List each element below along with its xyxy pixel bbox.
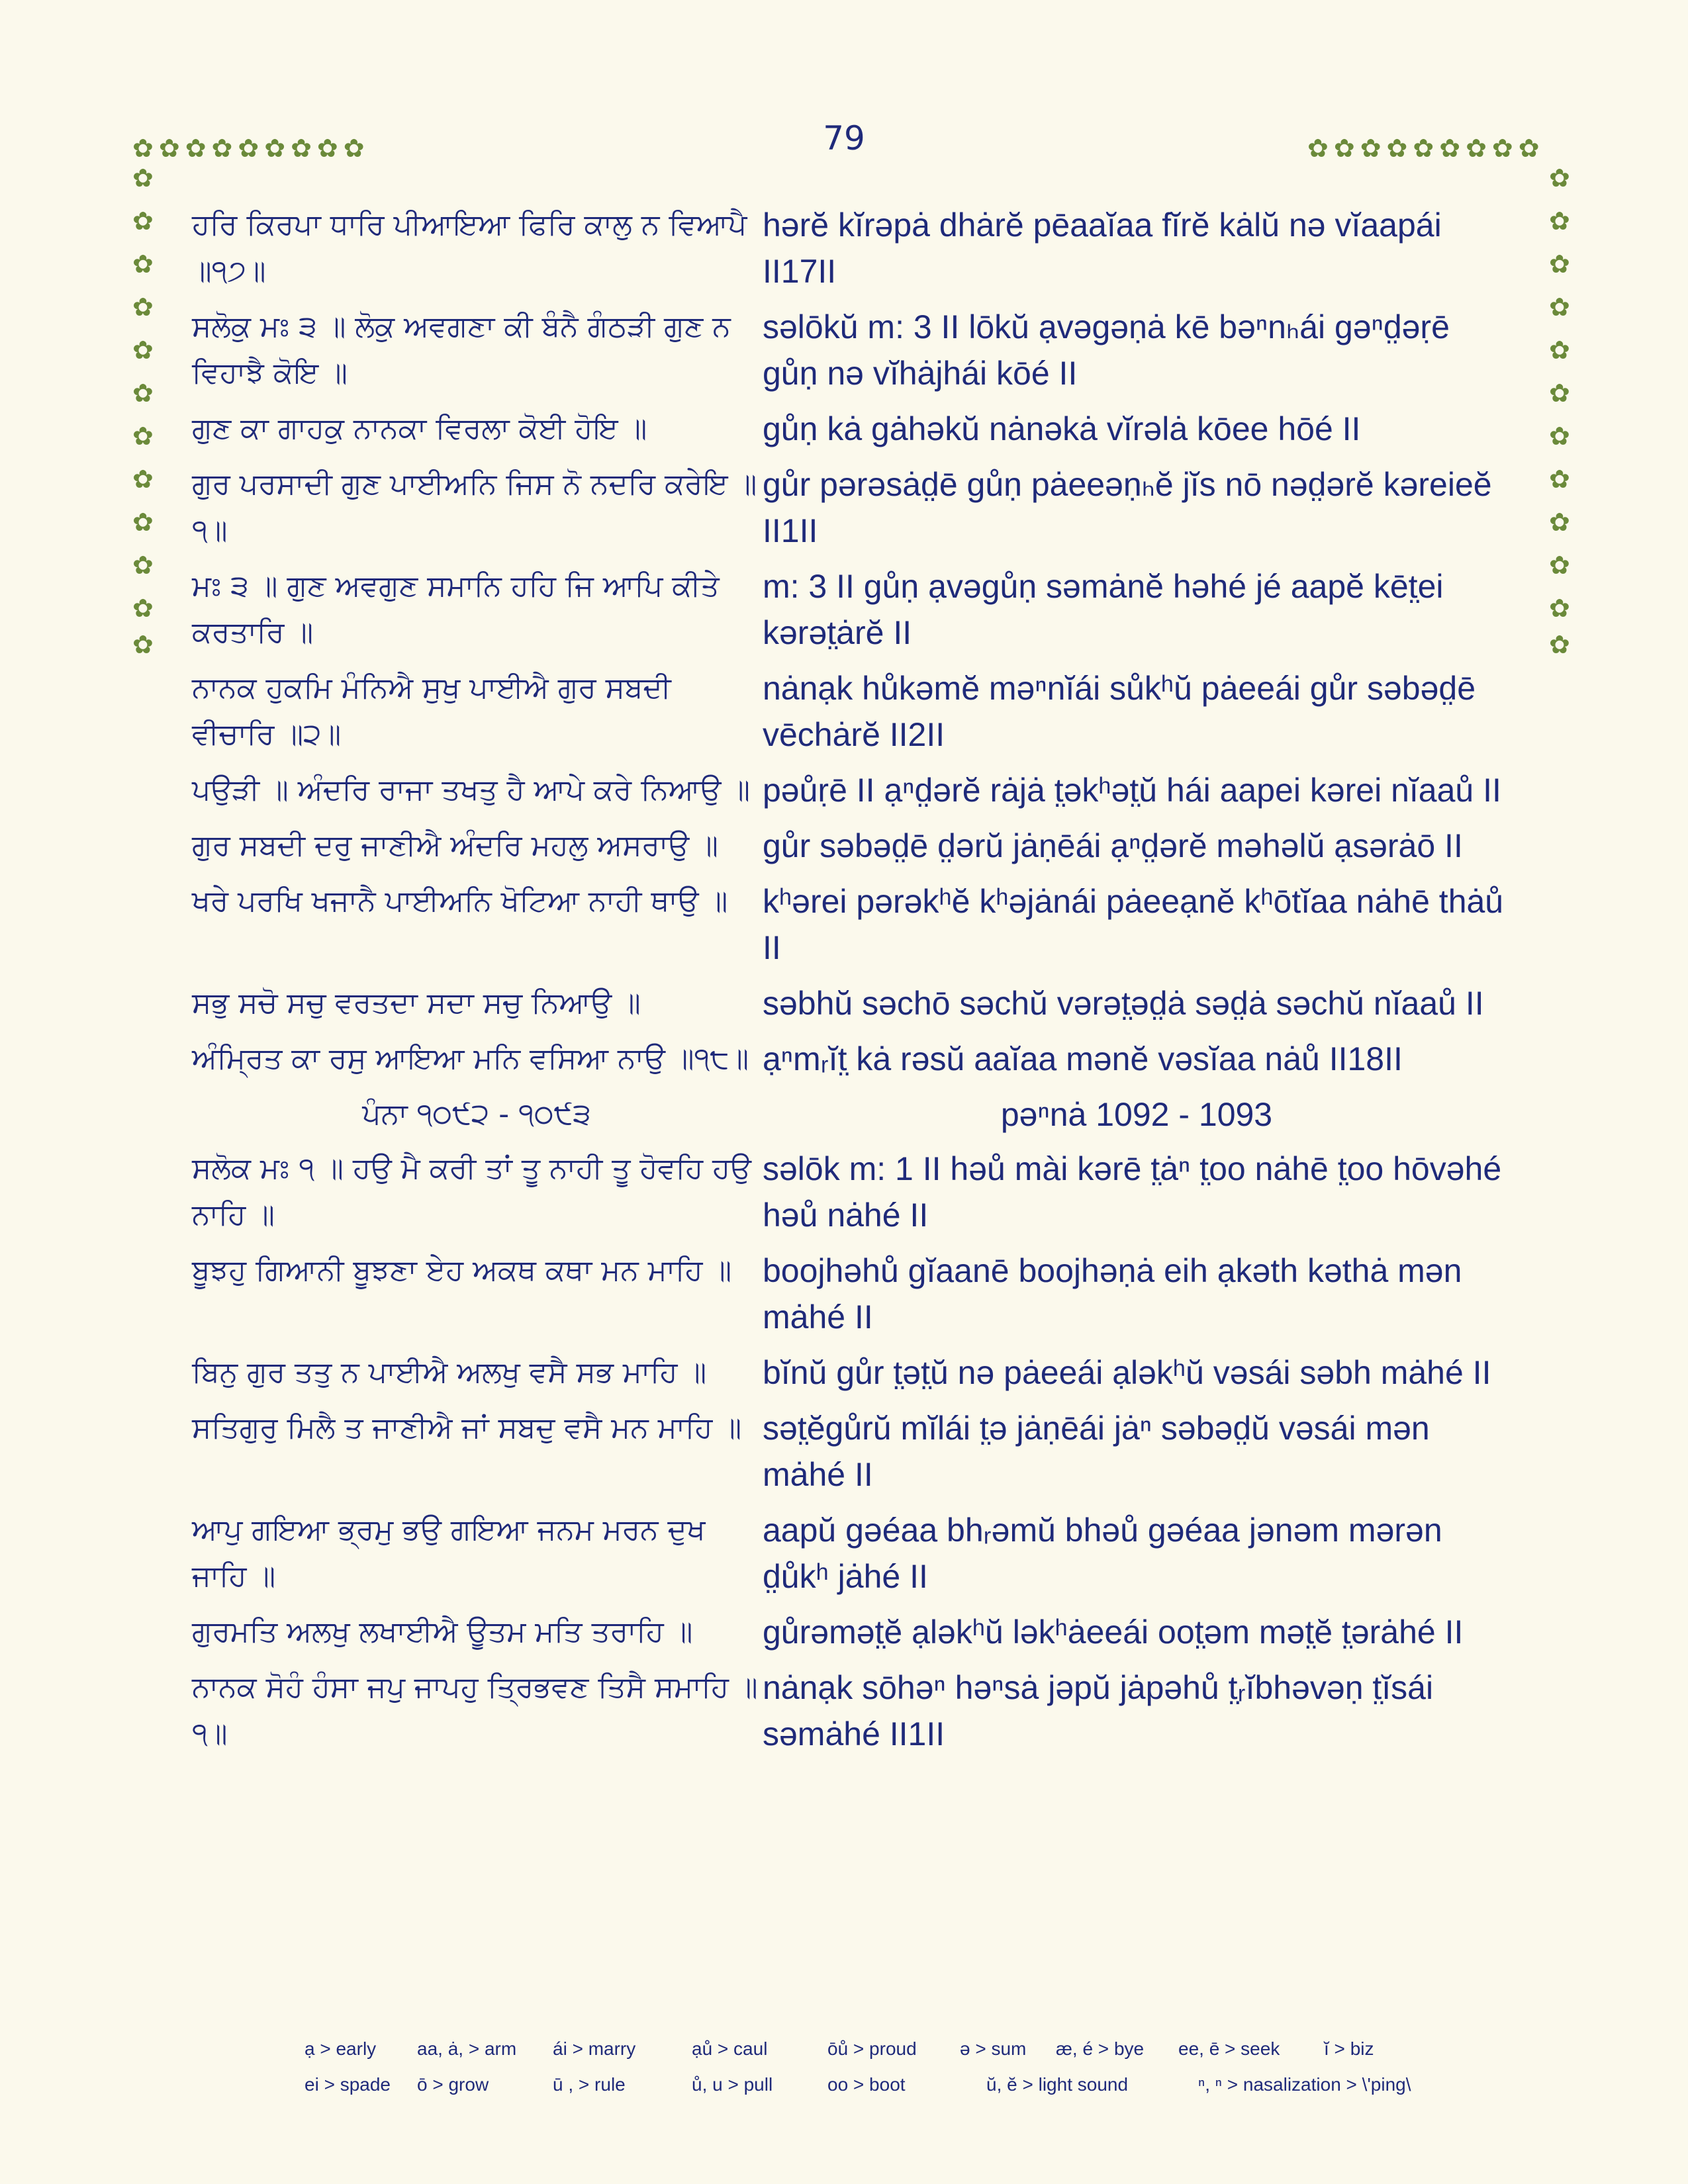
legend-item: ō > grow [417,2074,489,2095]
transliteration-text: gůṇ kȧ gȧhəkŭ nȧnəkȧ vĭrəlȧ kōee hōé II [763,410,1361,447]
page-number: 79 [823,119,865,158]
flower-icon: ✿ [1518,134,1540,163]
flower-icon: ✿ [1549,379,1570,408]
pronunciation-legend [305,2038,1496,2110]
gurmukhi-text: ਸਭੁ ਸਚੋ ਸਚੁ ਵਰਤਦਾ ਸਦਾ ਸਚੁ ਨਿਆਉ ॥ [192,986,641,1020]
flower-icon: ✿ [185,134,207,163]
transliteration-text: gůrəmət̤ĕ ạləkʰŭ ləkʰȧeeái oot̤əm mət̤ĕ t̤ərȧhé II [763,1614,1464,1651]
transliteration-text: səlōkŭ m: 3 II lōkŭ ạvəgəṇȧ kē bəⁿnₕái gəⁿd̤əṛē gůṇ nə vĭhȧjhái kōé II [763,308,1450,392]
gurmukhi-text: ਬਿਨੁ ਗੁਰ ਤਤੁ ਨ ਪਾਈਐ ਅਲਖੁ ਵਸੈ ਸਭ ਮਾਹਿ ॥ [192,1355,707,1389]
gurmukhi-text: ਗੁਰ ਪਰਸਾਦੀ ਗੁਣ ਪਾਈਅਨਿ ਜਿਸ ਨੋ ਨਦਰਿ ਕਰੇਇ ॥੧॥ [192,467,757,547]
verse-row [192,980,1516,1026]
transliteration-text: nȧnạk hůkəmĕ məⁿnĭái sůkʰŭ pȧeeái gůr səbəd̤ē vēchȧrĕ II2II [763,670,1476,753]
legend-item: ái > marry [553,2038,636,2059]
gurmukhi-text: ਮਃ ੩ ॥ ਗੁਣ ਅਵਗੁਣ ਸਮਾਨਿ ਹਹਿ ਜਿ ਆਪਿ ਕੀਤੇ ਕਰਤਾਰਿ ॥ [192,569,720,649]
verse-row [192,1146,1516,1238]
transliteration-text: gůr pərəsȧd̤ē gůṇ pȧeeəṇₕĕ jĭs nō nəd̤ərĕ kəreieĕ II1II [763,466,1492,549]
flower-icon: ✿ [132,422,154,451]
transliteration-text: aapŭ gəéaa bhᵣəmŭ bhəů gəéaa jənəm mərən d̤ůkʰ jȧhé II [763,1512,1442,1595]
flower-icon: ✿ [132,594,154,623]
flower-icon: ✿ [132,163,154,193]
flower-icon: ✿ [158,134,180,163]
verse-row [192,1349,1516,1396]
flower-icon: ✿ [132,465,154,494]
flower-icon: ✿ [132,508,154,537]
gurmukhi-text: ਗੁਰ ਸਬਦੀ ਦਰੁ ਜਾਣੀਐ ਅੰਦਰਿ ਮਹਲੁ ਅਸਰਾਉ ॥ [192,829,718,862]
legend-item: aa, ȧ, > arm [417,2038,517,2059]
gurmukhi-text: ਸਲੋਕ ਮਃ ੧ ॥ ਹਉ ਮੈ ਕਰੀ ਤਾਂ ਤੂ ਨਾਹੀ ਤੂ ਹੋਵਹਿ ਹਉ ਨਾਹਿ ॥ [192,1152,751,1232]
page-range-translit: pəⁿnȧ 1092 - 1093 [1000,1096,1273,1133]
verse-row [192,1507,1516,1600]
flower-icon: ✿ [1491,134,1513,163]
flower-icon: ✿ [291,134,312,163]
gurmukhi-text: ਅੰਮ੍ਰਿਤ ਕਾ ਰਸੁ ਆਇਆ ਮਨਿ ਵਸਿਆ ਨਾਉ ॥੧੮॥ [192,1042,749,1075]
flower-icon: ✿ [132,551,154,580]
flower-icon: ✿ [1466,134,1487,163]
transliteration-text: hərĕ kĭrəpȧ dhȧrĕ pēaaĭaa fĭrĕ kȧlŭ nə vĭaapái II17II [763,206,1442,290]
verse-row [192,461,1516,554]
flower-icon: ✿ [343,134,365,163]
gurmukhi-text: ਨਾਨਕ ਹੁਕਮਿ ਮੰਨਿਐ ਸੁਖੁ ਪਾਈਐ ਗੁਰ ਸਬਦੀ ਵੀਚਾਰਿ ॥੨॥ [192,671,671,751]
gurmukhi-text: ਗੁਣ ਕਾ ਗਾਹਕੁ ਨਾਨਕਾ ਵਿਰਲਾ ਕੋਈ ਹੋਇ ॥ [192,412,647,445]
flower-icon: ✿ [1549,206,1570,236]
legend-item: ə > sum [960,2038,1027,2059]
flower-icon: ✿ [132,630,154,659]
flower-icon: ✿ [132,379,154,408]
verse-row [192,1664,1516,1757]
flower-icon: ✿ [1439,134,1461,163]
transliteration-text: pəůṛē II ạⁿd̤ərĕ rȧjȧ t̤əkʰət̤ŭ hái aapei kərei nĭaaů II [763,772,1501,809]
verse-row [192,767,1516,813]
transliteration-text: m: 3 II gůṇ ạvəgůṇ səmȧnĕ həhé jé aapĕ kēt̤ei kərət̤ȧrĕ II [763,568,1444,651]
flower-icon: ✿ [1386,134,1408,163]
verse-row [192,406,1516,452]
transliteration-text: boojhəhů gĭaanē boojhəṇȧ eih ạkəth kəthȧ mən mȧhé II [763,1252,1462,1336]
legend-item: ĭ > biz [1324,2038,1374,2059]
page-range-gurmukhi: ਪੰਨਾ ੧੦੯੨ - ੧੦੯੩ [362,1097,591,1131]
flower-icon: ✿ [1307,134,1329,163]
gurmukhi-text: ਹਰਿ ਕਿਰਪਾ ਧਾਰਿ ਪੀਆਇਆ ਫਿਰਿ ਕਾਲੁ ਨ ਵਿਆਪੈ ॥੧੭॥ [192,208,747,288]
legend-item: ei > spade [305,2074,391,2095]
gurmukhi-text: ਪਉੜੀ ॥ ਅੰਦਰਿ ਰਾਜਾ ਤਖਤੁ ਹੈ ਆਪੇ ਕਰੇ ਨਿਆਉ ॥ [192,773,751,807]
flower-icon: ✿ [132,293,154,322]
gurmukhi-text: ਨਾਨਕ ਸੋਹੰ ਹੰਸਾ ਜਪੁ ਜਾਪਹੁ ਤ੍ਰਿਭਵਣ ਤਿਸੈ ਸਮਾਹਿ ॥੧॥ [192,1670,758,1751]
flower-icon: ✿ [1549,422,1570,451]
legend-item: oo > boot [827,2074,906,2095]
flower-icon: ✿ [1549,594,1570,623]
legend-row [305,2074,1496,2095]
gurmukhi-text: ਗੁਰਮਤਿ ਅਲਖੁ ਲਖਾਈਐ ਊਤਮ ਮਤਿ ਤਰਾਹਿ ॥ [192,1615,693,1649]
transliteration-text: gůr səbəd̤ē d̤ərŭ jȧṇēái ạⁿd̤ərĕ məhəlŭ ạsərȧō II [763,827,1463,864]
transliteration-text: kʰərei pərəkʰĕ kʰəjȧnái pȧeeạnĕ kʰōtĭaa nȧhē thȧů II [763,883,1504,966]
flower-icon: ✿ [132,250,154,279]
flower-icon: ✿ [1549,630,1570,659]
flower-icon: ✿ [132,134,154,163]
gurmukhi-text: ਸਲੋਕੁ ਮਃ ੩ ॥ ਲੋਕੁ ਅਵਗਣਾ ਕੀ ਬੰਨੈ ਗੰਠੜੀ ਗੁਣ ਨ ਵਿਹਾਝੈ ਕੋਇ ॥ [192,310,731,390]
gurmukhi-text: ਬੂਝਹੁ ਗਿਆਨੀ ਬੂਝਣਾ ਏਹ ਅਕਥ ਕਥਾ ਮਨ ਮਾਹਿ ॥ [192,1253,732,1287]
verse-row [192,1609,1516,1655]
verse-row [192,823,1516,869]
flower-icon: ✿ [132,336,154,365]
top-right-ornament [1307,136,1540,161]
flower-icon: ✿ [1549,250,1570,279]
transliteration-text: ạⁿmᵣĭt̤ kȧ rəsŭ aaĭaa mənĕ vəsĭaa nȧů II18II [763,1040,1403,1077]
flower-icon: ✿ [211,134,233,163]
legend-item: ⁿ, ⁿ > nasalization > \'ping\ [1198,2074,1411,2095]
flower-icon: ✿ [264,134,286,163]
verse-row [192,1036,1516,1082]
flower-icon: ✿ [132,206,154,236]
top-left-ornament [132,136,365,161]
flower-icon: ✿ [316,134,338,163]
flower-icon: ✿ [1549,465,1570,494]
transliteration-text: səbhŭ səchō səchŭ vərət̤əd̤ȧ səd̤ȧ səchŭ nĭaaů II [763,985,1484,1022]
verse-table [192,202,1516,1766]
flower-icon: ✿ [1413,134,1434,163]
verse-row [192,202,1516,295]
legend-item: ŭ, ĕ > light sound [986,2074,1129,2095]
legend-item: ōů > proud [827,2038,917,2059]
flower-icon: ✿ [1549,508,1570,537]
legend-item: æ, é > bye [1056,2038,1145,2059]
transliteration-text: bĭnŭ gůr t̤ət̤ŭ nə pȧeeái ạləkʰŭ vəsái səbh mȧhé II [763,1354,1491,1391]
flower-icon: ✿ [1549,293,1570,322]
gurmukhi-text: ਸਤਿਗੁਰੁ ਮਿਲੈ ਤ ਜਾਣੀਐ ਜਾਂ ਸਬਦੁ ਵਸੈ ਮਨ ਮਾਹਿ ॥ [192,1411,742,1445]
flower-icon: ✿ [1549,163,1570,193]
flower-icon: ✿ [1333,134,1355,163]
transliteration-text: səlōk m: 1 II həů mài kərē t̤ȧⁿ t̤oo nȧhē t̤oo hōvəhé həů nȧhé II [763,1150,1502,1234]
gurmukhi-text: ਆਪੁ ਗਇਆ ਭ੍ਰਮੁ ਭਉ ਗਇਆ ਜਨਮ ਮਰਨ ਦੁਖ ਜਾਹਿ ॥ [192,1513,706,1593]
legend-item: ū , > rule [553,2074,626,2095]
transliteration-text: nȧnạk sōhəⁿ həⁿsȧ jəpŭ jȧpəhů t̤ᵣĭbhəvəṇ t̤ĭsái səmȧhé II1II [763,1669,1434,1752]
flower-icon: ✿ [1549,336,1570,365]
legend-row [305,2038,1496,2060]
flower-icon: ✿ [1360,134,1382,163]
page-range-heading [192,1091,1516,1138]
legend-item: ạů > caul [692,2038,768,2059]
legend-item: ů, u > pull [692,2074,773,2095]
verse-row [192,1248,1516,1340]
legend-item: ee, ē > seek [1178,2038,1280,2059]
gurmukhi-text: ਖਰੇ ਪਰਖਿ ਖਜਾਨੈ ਪਾਈਅਨਿ ਖੋਟਿਆ ਨਾਹੀ ਥਾਉ ॥ [192,884,728,918]
verse-row [192,304,1516,396]
flower-icon: ✿ [1549,551,1570,580]
flower-icon: ✿ [238,134,259,163]
verse-row [192,1405,1516,1498]
legend-item: ạ > early [305,2038,377,2059]
verse-row [192,665,1516,758]
transliteration-text: sət̤ĕgůrŭ mĭlái t̤ə jȧṇēái jȧⁿ səbəd̤ŭ vəsái mən mȧhé II [763,1410,1430,1493]
verse-row [192,563,1516,656]
verse-row [192,878,1516,971]
